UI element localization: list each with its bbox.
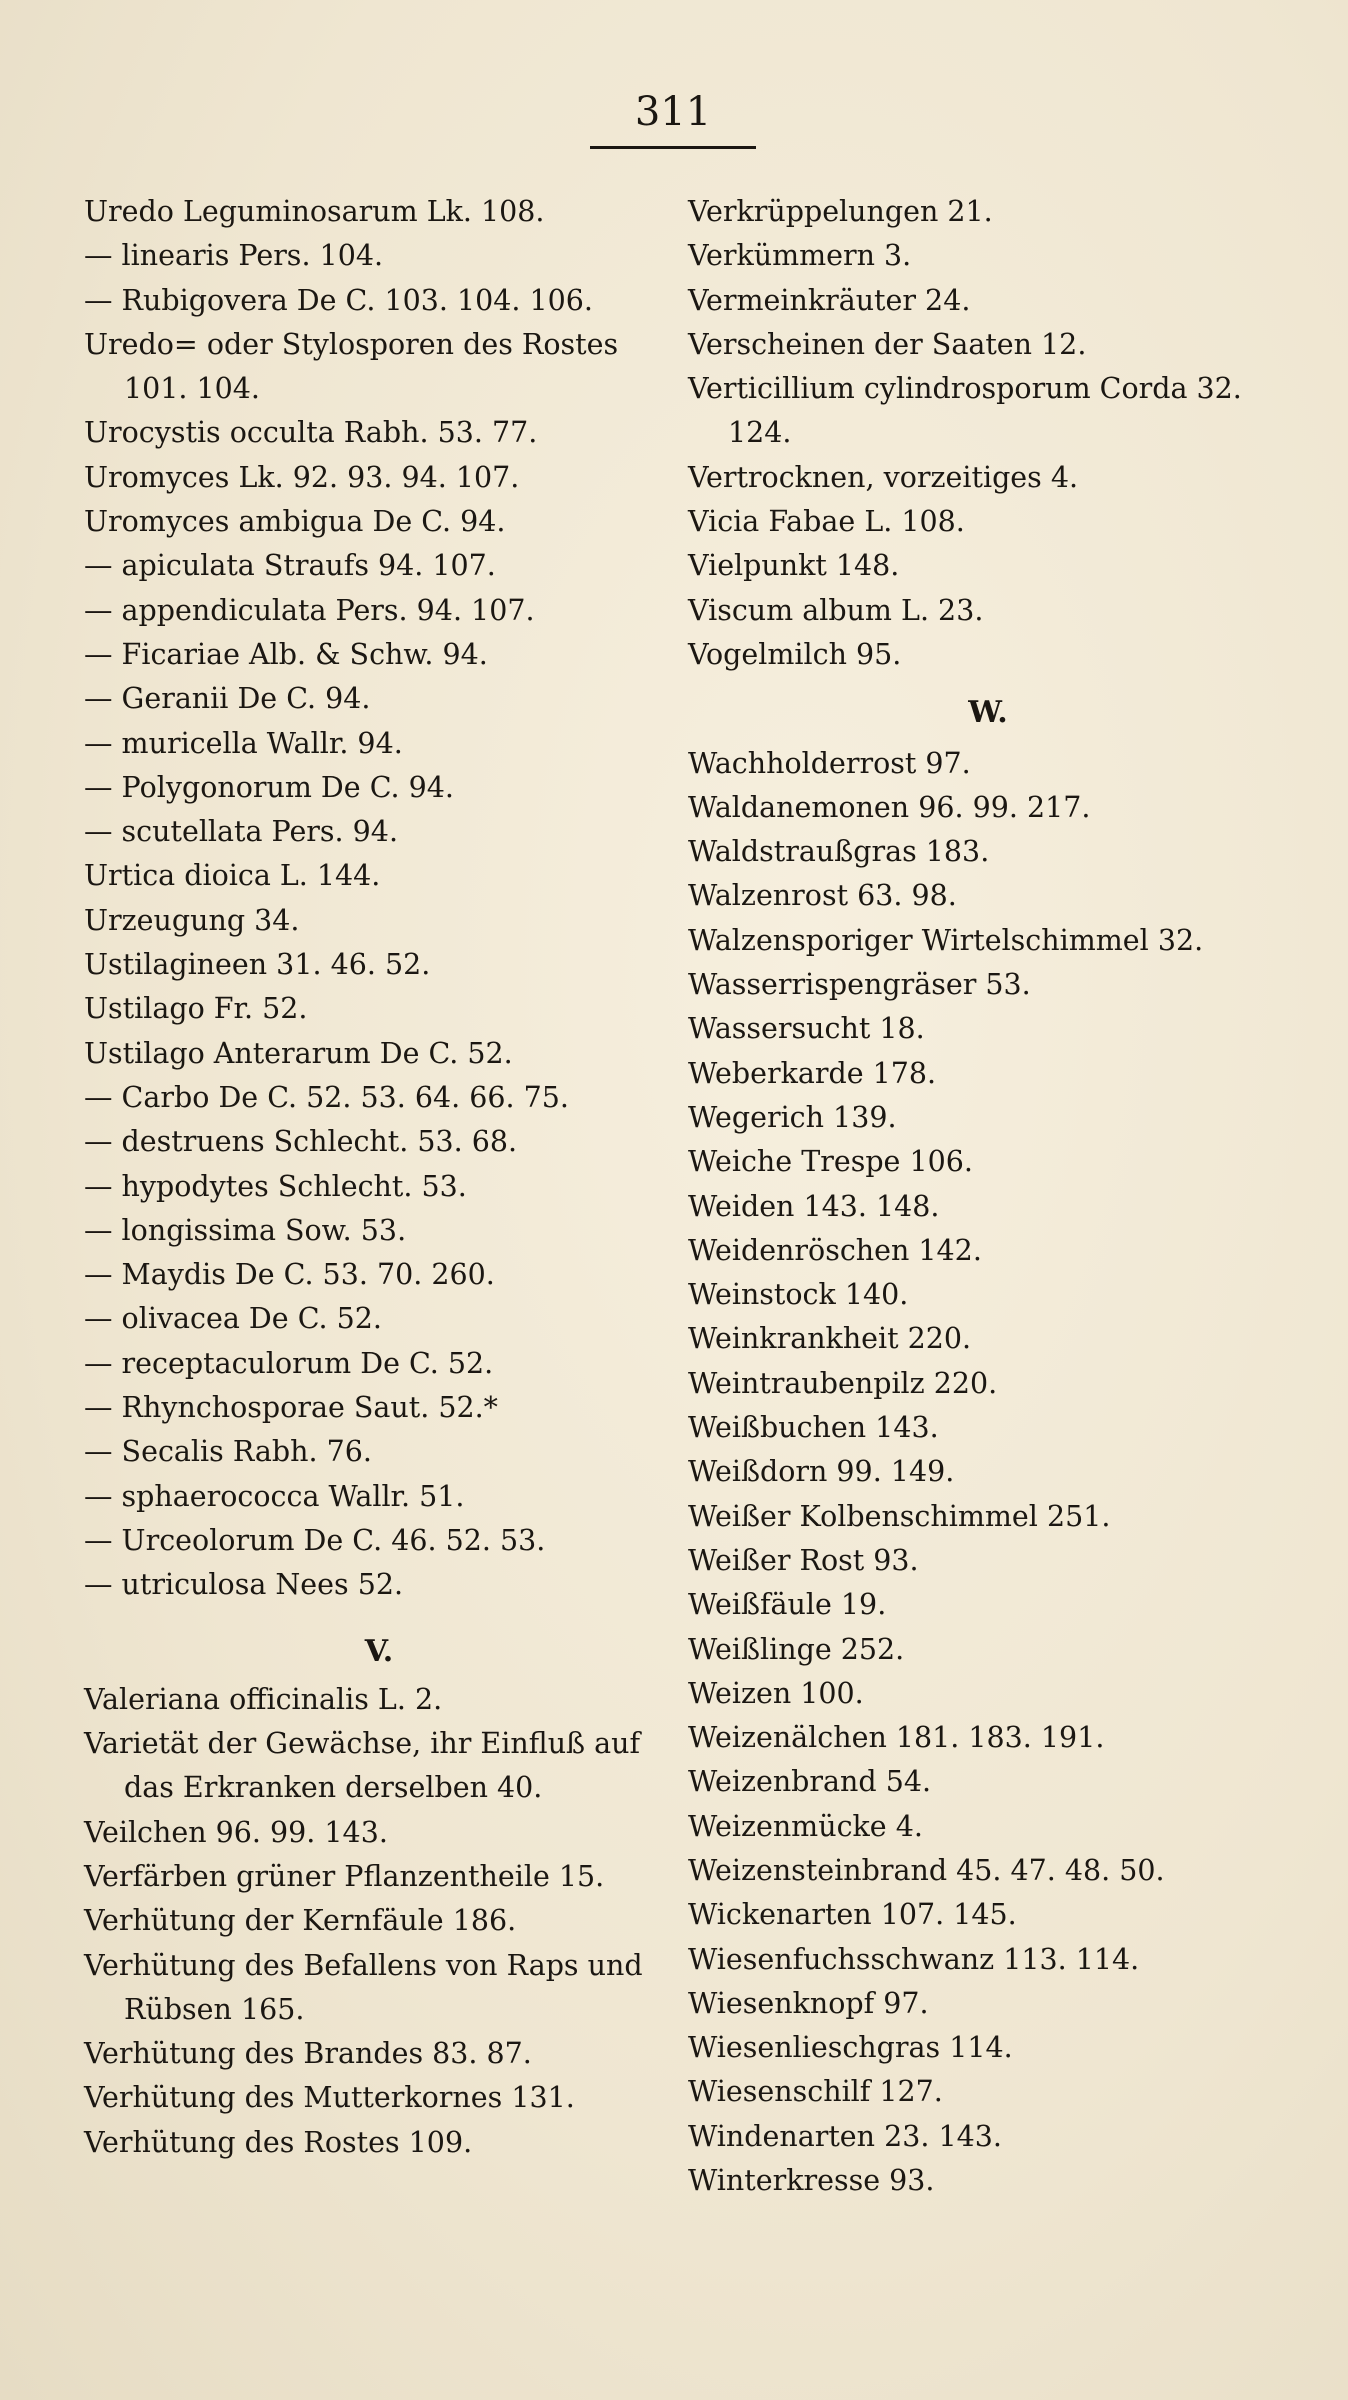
index-entry: — sphaerococca Wallr. 51.: [84, 1479, 465, 1513]
section-letter-heading: V.: [364, 1633, 394, 1669]
index-entry: Weißer Rost 93.: [688, 1543, 919, 1577]
index-entry: Vogelmilch 95.: [688, 637, 902, 671]
index-entry: — olivacea De C. 52.: [84, 1302, 382, 1336]
index-entry: Vertrocknen, vorzeitiges 4.: [688, 460, 1079, 494]
index-entry: — Geranii De C. 94.: [84, 682, 371, 716]
index-entry: — destruens Schlecht. 53. 68.: [84, 1125, 518, 1159]
index-entry: Verkrüppelungen 21.: [688, 195, 993, 228]
index-entry: — apiculata Straufs 94. 107.: [84, 549, 496, 583]
index-entry: — Rubigovera De C. 103. 104. 106.: [84, 283, 593, 317]
index-entry: Verticillium cylindrosporum Corda 32. 124.: [688, 372, 1242, 450]
index-entry: Weißer Kolbenschimmel 251.: [688, 1499, 1111, 1533]
index-entry: Verhütung des Befallens von Raps und Rübsen 165.: [84, 1948, 643, 2026]
index-entry: Weizenmücke 4.: [688, 1809, 923, 1843]
index-entry: — scutellata Pers. 94.: [84, 815, 399, 849]
index-entry: Verkümmern 3.: [688, 239, 912, 273]
index-entry: Weizenbrand 54.: [688, 1765, 932, 1799]
index-entry: Walzensporiger Wirtelschimmel 32.: [688, 923, 1204, 957]
index-entry: Weinkrankheit 220.: [688, 1322, 972, 1356]
index-entry: Ustilago Anterarum De C. 52.: [84, 1036, 513, 1070]
index-entry: Wasserrispengräser 53.: [688, 968, 1031, 1002]
index-column-left: [84, 190, 674, 2165]
index-entry: Uromyces ambigua De C. 94.: [84, 505, 506, 539]
index-entry: Weißfäule 19.: [688, 1588, 887, 1622]
index-entry: — Urceolorum De C. 46. 52. 53.: [84, 1523, 546, 1557]
page-number: 311: [634, 89, 712, 135]
section-letter-heading: W.: [968, 695, 1008, 731]
index-entry: Valeriana officinalis L. 2.: [84, 1682, 443, 1716]
index-entry: — appendiculata Pers. 94. 107.: [84, 593, 535, 627]
index-entry: — Secalis Rabh. 76.: [84, 1435, 372, 1469]
index-entry: Urocystis occulta Rabh. 53. 77.: [84, 416, 538, 450]
index-entry: Walzenrost 63. 98.: [688, 879, 957, 913]
index-entry: Verfärben grüner Pflanzentheile 15.: [84, 1859, 605, 1893]
page-number-rule: [590, 146, 756, 149]
index-entry: Wachholderrost 97.: [688, 746, 971, 780]
index-entry: Weizenälchen 181. 183. 191.: [688, 1721, 1105, 1755]
index-entry: Wiesenschilf 127.: [688, 2075, 943, 2109]
index-entry: Verhütung des Brandes 83. 87.: [84, 2037, 532, 2071]
index-entry: Wiesenlieschgras 114.: [688, 2031, 1013, 2065]
index-entry: Vicia Fabae L. 108.: [688, 505, 965, 539]
index-entry: Verhütung der Kernfäule 186.: [84, 1904, 517, 1938]
index-entry: Vielpunkt 148.: [688, 549, 900, 583]
index-entry: Uredo Leguminosarum Lk. 108.: [84, 195, 545, 228]
index-entry: Weinstock 140.: [688, 1278, 909, 1312]
index-entry: Urzeugung 34.: [84, 903, 300, 937]
index-entry: Wiesenknopf 97.: [688, 1986, 929, 2020]
index-entry: Weiden 143. 148.: [688, 1189, 940, 1223]
index-entry: Weidenröschen 142.: [688, 1233, 982, 1267]
index-entry: Verhütung des Rostes 109.: [84, 2125, 473, 2159]
index-entry: Weiche Trespe 106.: [688, 1145, 973, 1179]
index-entry: Wassersucht 18.: [688, 1012, 925, 1046]
index-entry: — receptaculorum De C. 52.: [84, 1346, 494, 1380]
index-entry: — linearis Pers. 104.: [84, 239, 384, 273]
index-entry: Waldstraußgras 183.: [688, 835, 990, 869]
index-column-right: [688, 190, 1288, 2203]
index-entry: Verscheinen der Saaten 12.: [688, 327, 1087, 361]
index-entry: — Polygonorum De C. 94.: [84, 770, 454, 804]
index-entry: Waldanemonen 96. 99. 217.: [688, 790, 1091, 824]
index-entry: Wiesenfuchsschwanz 113. 114.: [688, 1942, 1140, 1976]
index-entry: Varietät der Gewächse, ihr Einfluß auf das Erkranken derselben 40.: [84, 1727, 641, 1805]
index-entry: Veilchen 96. 99. 143.: [84, 1815, 388, 1849]
index-entry: Winterkresse 93.: [688, 2164, 935, 2198]
index-entry: — muricella Wallr. 94.: [84, 726, 403, 760]
index-entry: — Rhynchosporae Saut. 52.*: [84, 1391, 498, 1425]
index-entry: Weißbuchen 143.: [688, 1411, 939, 1445]
index-entry: Urtica dioica L. 144.: [84, 859, 381, 893]
index-entry: — Carbo De C. 52. 53. 64. 66. 75.: [84, 1080, 569, 1114]
index-entry: Weberkarde 178.: [688, 1056, 937, 1090]
index-entry: — longissima Sow. 53.: [84, 1213, 407, 1247]
index-entry: Ustilagineen 31. 46. 52.: [84, 948, 431, 982]
index-entry: Viscum album L. 23.: [688, 593, 984, 627]
index-entry: Ustilago Fr. 52.: [84, 992, 308, 1026]
index-entry: Wegerich 139.: [688, 1100, 897, 1134]
index-entry: Weizensteinbrand 45. 47. 48. 50.: [688, 1853, 1165, 1887]
index-entry: Weizen 100.: [688, 1676, 864, 1710]
index-entry: Weißdorn 99. 149.: [688, 1455, 955, 1489]
index-entry: Vermeinkräuter 24.: [688, 283, 971, 317]
index-entry: Uredo= oder Stylosporen des Rostes 101. 104.: [84, 327, 619, 406]
index-entry: — utriculosa Nees 52.: [84, 1568, 404, 1602]
index-entry: — Maydis De C. 53. 70. 260.: [84, 1258, 495, 1292]
index-entry: — hypodytes Schlecht. 53.: [84, 1169, 467, 1203]
index-entry: — Ficariae Alb. & Schw. 94.: [84, 637, 488, 671]
index-entry: Uromyces Lk. 92. 93. 94. 107.: [84, 460, 520, 494]
index-entry: Weißlinge 252.: [688, 1632, 905, 1666]
index-entry: Weintraubenpilz 220.: [688, 1366, 998, 1400]
index-entry: Verhütung des Mutterkornes 131.: [84, 2081, 575, 2115]
index-entry: Windenarten 23. 143.: [688, 2119, 1002, 2153]
index-entry: Wickenarten 107. 145.: [688, 1898, 1017, 1932]
